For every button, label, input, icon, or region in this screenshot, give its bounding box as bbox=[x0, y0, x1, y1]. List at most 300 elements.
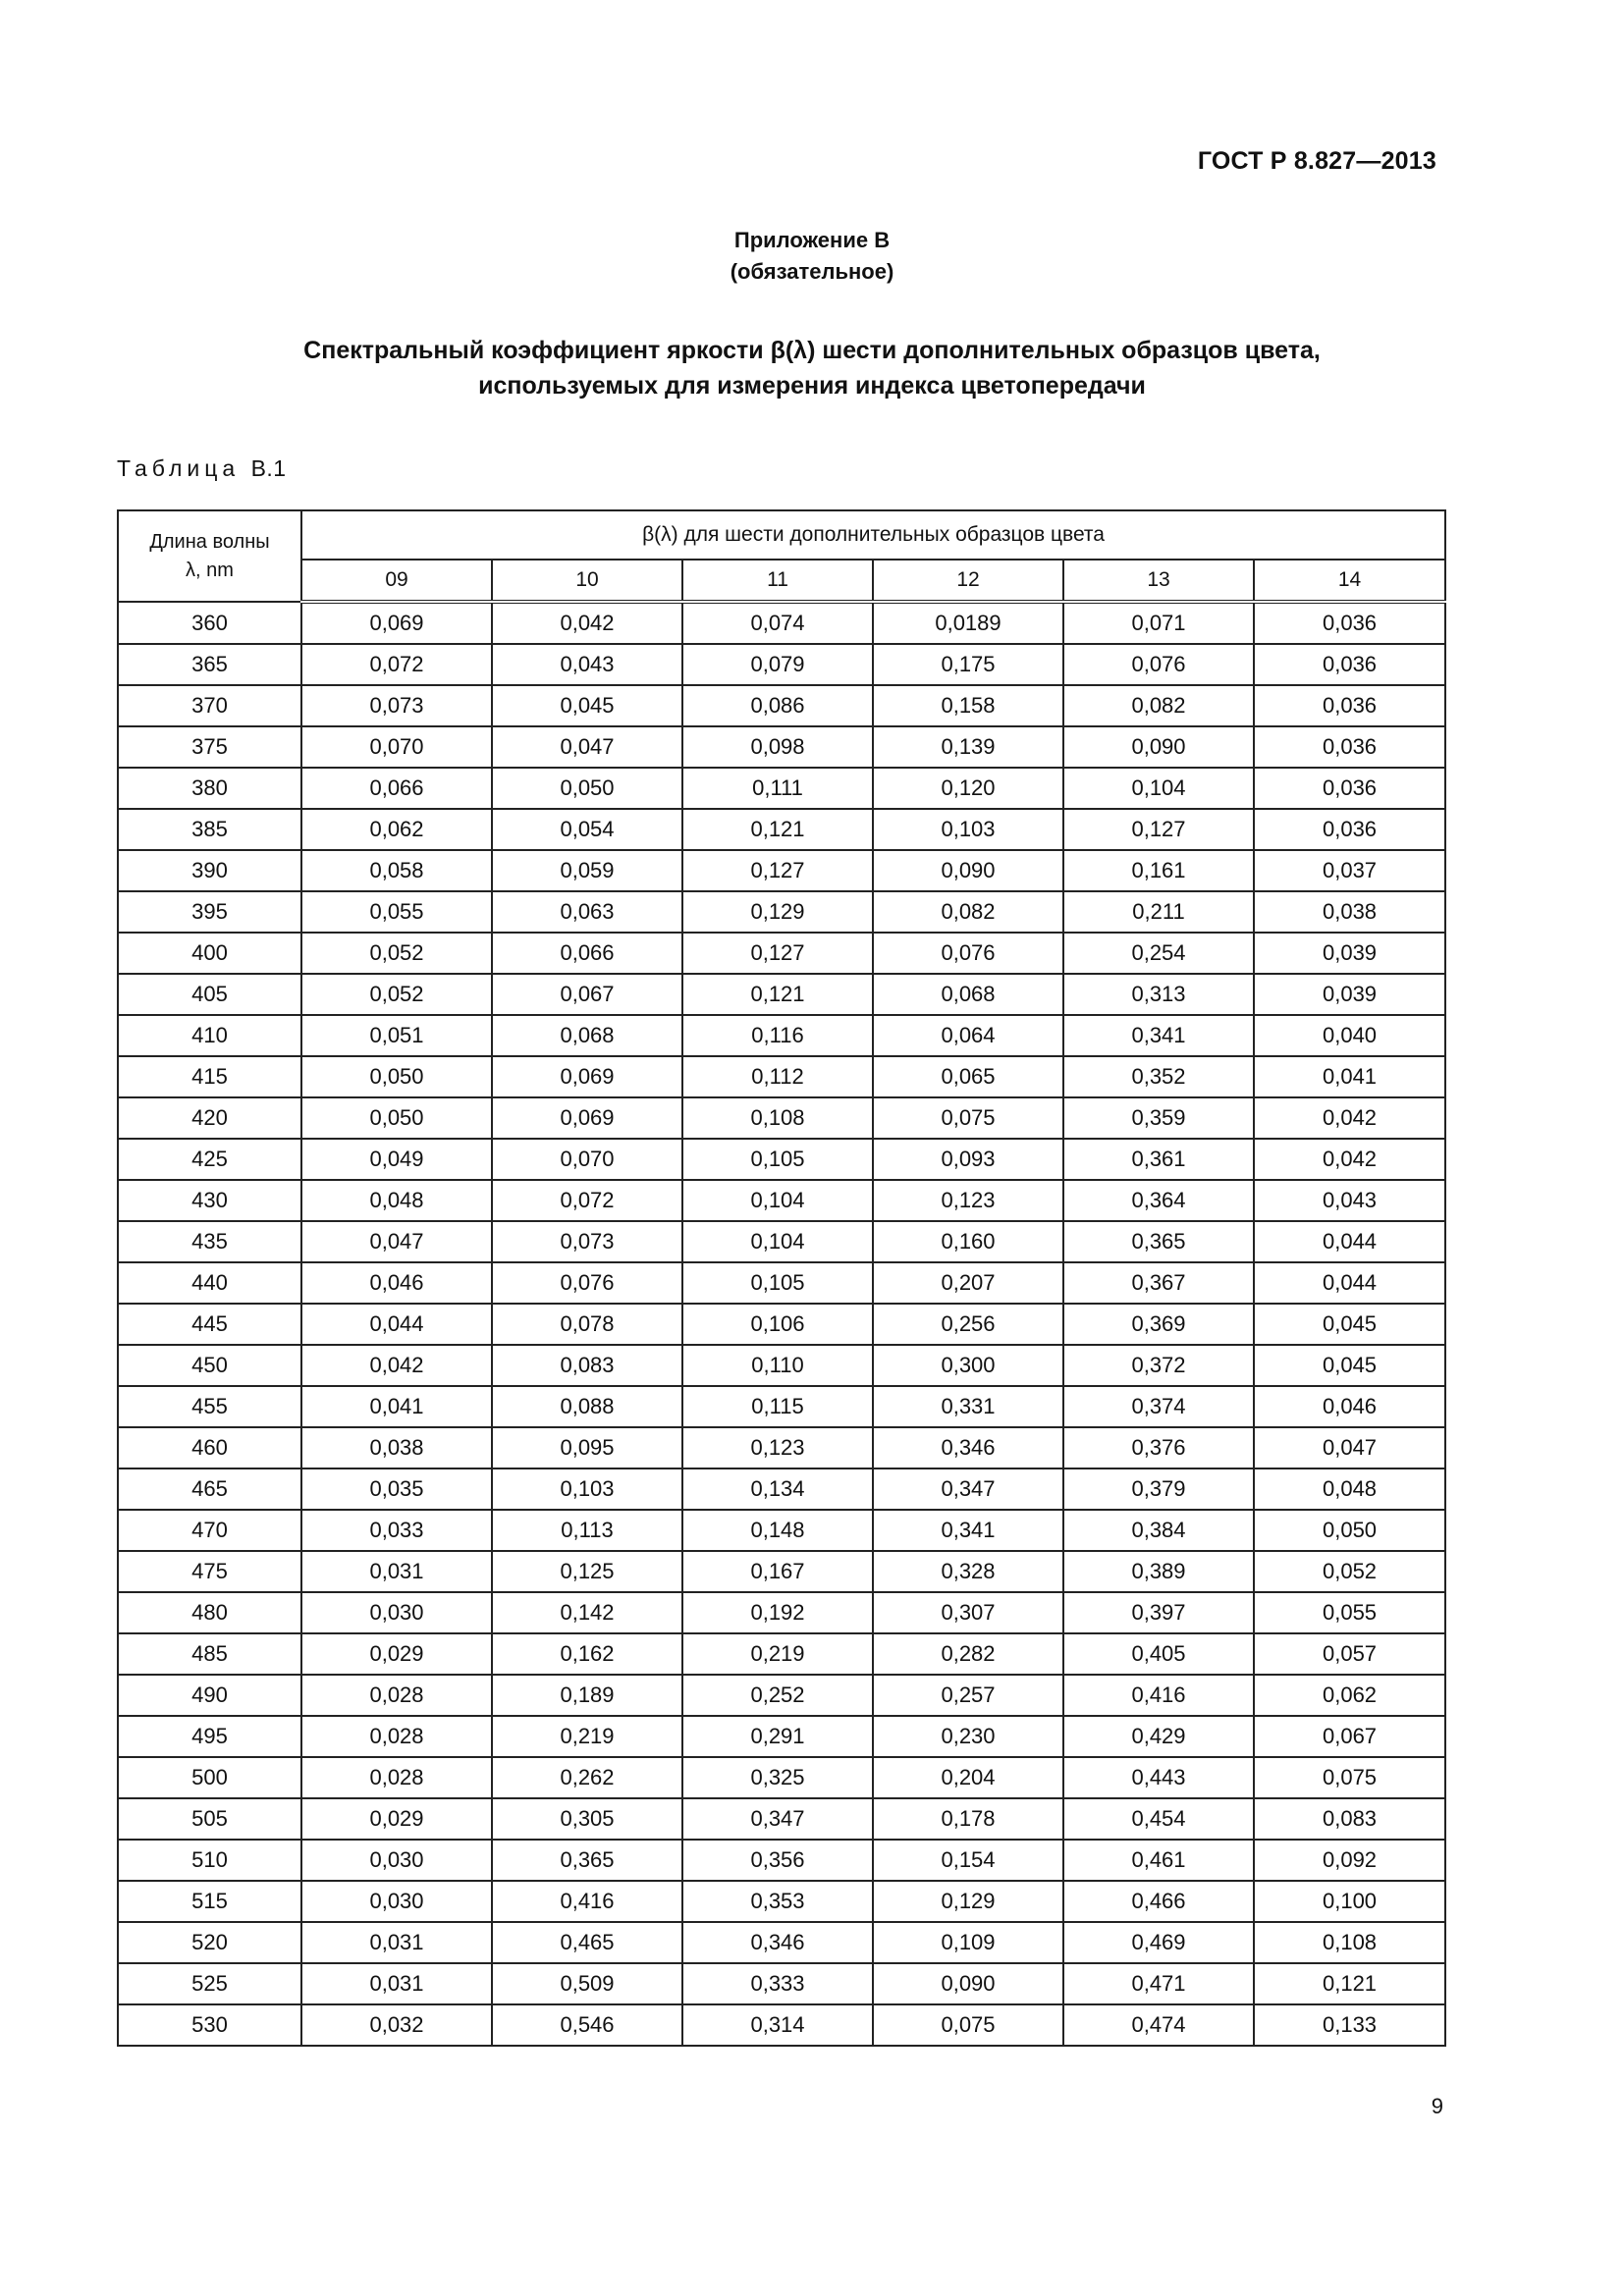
column-header-sample-10: 10 bbox=[492, 560, 682, 602]
value-cell: 0,042 bbox=[301, 1345, 492, 1386]
value-cell: 0,100 bbox=[1254, 1881, 1445, 1922]
value-cell: 0,139 bbox=[873, 726, 1063, 768]
value-cell: 0,333 bbox=[682, 1963, 873, 2004]
value-cell: 0,040 bbox=[1254, 1015, 1445, 1056]
value-cell: 0,325 bbox=[682, 1757, 873, 1798]
value-cell: 0,103 bbox=[873, 809, 1063, 850]
value-cell: 0,365 bbox=[492, 1840, 682, 1881]
table-row bbox=[118, 809, 1445, 850]
group-header: β(λ) для шести дополнительных образцов цвета bbox=[301, 510, 1445, 560]
value-cell: 0,070 bbox=[301, 726, 492, 768]
value-cell: 0,469 bbox=[1063, 1922, 1254, 1963]
value-cell: 0,454 bbox=[1063, 1798, 1254, 1840]
value-cell: 0,127 bbox=[682, 850, 873, 891]
wavelength-cell: 530 bbox=[118, 2004, 301, 2046]
value-cell: 0,070 bbox=[492, 1139, 682, 1180]
wavelength-cell: 435 bbox=[118, 1221, 301, 1262]
value-cell: 0,328 bbox=[873, 1551, 1063, 1592]
value-cell: 0,041 bbox=[1254, 1056, 1445, 1097]
value-cell: 0,075 bbox=[1254, 1757, 1445, 1798]
value-cell: 0,042 bbox=[1254, 1097, 1445, 1139]
value-cell: 0,142 bbox=[492, 1592, 682, 1633]
value-cell: 0,065 bbox=[873, 1056, 1063, 1097]
appendix-status: (обязательное) bbox=[730, 259, 894, 284]
wavelength-cell: 460 bbox=[118, 1427, 301, 1468]
value-cell: 0,291 bbox=[682, 1716, 873, 1757]
table-row bbox=[118, 1262, 1445, 1304]
value-cell: 0,039 bbox=[1254, 974, 1445, 1015]
wavelength-cell: 490 bbox=[118, 1675, 301, 1716]
value-cell: 0,352 bbox=[1063, 1056, 1254, 1097]
table-row bbox=[118, 1675, 1445, 1716]
value-cell: 0,028 bbox=[301, 1716, 492, 1757]
value-cell: 0,075 bbox=[873, 2004, 1063, 2046]
value-cell: 0,346 bbox=[873, 1427, 1063, 1468]
value-cell: 0,429 bbox=[1063, 1716, 1254, 1757]
value-cell: 0,341 bbox=[873, 1510, 1063, 1551]
value-cell: 0,110 bbox=[682, 1345, 873, 1386]
value-cell: 0,262 bbox=[492, 1757, 682, 1798]
value-cell: 0,103 bbox=[492, 1468, 682, 1510]
table-row bbox=[118, 1963, 1445, 2004]
table-row bbox=[118, 1798, 1445, 1840]
value-cell: 0,050 bbox=[301, 1056, 492, 1097]
value-cell: 0,073 bbox=[301, 685, 492, 726]
value-cell: 0,050 bbox=[492, 768, 682, 809]
value-cell: 0,078 bbox=[492, 1304, 682, 1345]
value-cell: 0,148 bbox=[682, 1510, 873, 1551]
table-row bbox=[118, 1840, 1445, 1881]
value-cell: 0,069 bbox=[492, 1097, 682, 1139]
value-cell: 0,090 bbox=[873, 850, 1063, 891]
wavelength-cell: 360 bbox=[118, 602, 301, 644]
value-cell: 0,072 bbox=[301, 644, 492, 685]
wavelength-cell: 380 bbox=[118, 768, 301, 809]
title-line-2: используемых для измерения индекса цветопередачи bbox=[478, 372, 1146, 400]
value-cell: 0,036 bbox=[1254, 602, 1445, 644]
value-cell: 0,113 bbox=[492, 1510, 682, 1551]
wavelength-cell: 520 bbox=[118, 1922, 301, 1963]
table-row bbox=[118, 602, 1445, 644]
value-cell: 0,384 bbox=[1063, 1510, 1254, 1551]
value-cell: 0,051 bbox=[301, 1015, 492, 1056]
value-cell: 0,090 bbox=[1063, 726, 1254, 768]
value-cell: 0,127 bbox=[1063, 809, 1254, 850]
value-cell: 0,048 bbox=[1254, 1468, 1445, 1510]
value-cell: 0,093 bbox=[873, 1139, 1063, 1180]
table-row bbox=[118, 1139, 1445, 1180]
value-cell: 0,048 bbox=[301, 1180, 492, 1221]
table-row bbox=[118, 2004, 1445, 2046]
value-cell: 0,341 bbox=[1063, 1015, 1254, 1056]
value-cell: 0,120 bbox=[873, 768, 1063, 809]
value-cell: 0,044 bbox=[301, 1304, 492, 1345]
value-cell: 0,062 bbox=[301, 809, 492, 850]
value-cell: 0,088 bbox=[492, 1386, 682, 1427]
wavelength-cell: 375 bbox=[118, 726, 301, 768]
wavelength-cell: 475 bbox=[118, 1551, 301, 1592]
table-label-number: В.1 bbox=[250, 455, 287, 481]
value-cell: 0,079 bbox=[682, 644, 873, 685]
value-cell: 0,121 bbox=[682, 974, 873, 1015]
value-cell: 0,189 bbox=[492, 1675, 682, 1716]
value-cell: 0,075 bbox=[873, 1097, 1063, 1139]
wavelength-cell: 420 bbox=[118, 1097, 301, 1139]
value-cell: 0,365 bbox=[1063, 1221, 1254, 1262]
value-cell: 0,045 bbox=[1254, 1345, 1445, 1386]
value-cell: 0,047 bbox=[301, 1221, 492, 1262]
value-cell: 0,219 bbox=[682, 1633, 873, 1675]
value-cell: 0,043 bbox=[492, 644, 682, 685]
table-row bbox=[118, 1015, 1445, 1056]
table-row bbox=[118, 1881, 1445, 1922]
value-cell: 0,076 bbox=[1063, 644, 1254, 685]
value-cell: 0,207 bbox=[873, 1262, 1063, 1304]
wavelength-cell: 445 bbox=[118, 1304, 301, 1345]
value-cell: 0,069 bbox=[492, 1056, 682, 1097]
value-cell: 0,036 bbox=[1254, 726, 1445, 768]
value-cell: 0,031 bbox=[301, 1922, 492, 1963]
value-cell: 0,347 bbox=[682, 1798, 873, 1840]
value-cell: 0,067 bbox=[1254, 1716, 1445, 1757]
value-cell: 0,109 bbox=[873, 1922, 1063, 1963]
value-cell: 0,313 bbox=[1063, 974, 1254, 1015]
value-cell: 0,074 bbox=[682, 602, 873, 644]
value-cell: 0,461 bbox=[1063, 1840, 1254, 1881]
table-row bbox=[118, 1056, 1445, 1097]
value-cell: 0,158 bbox=[873, 685, 1063, 726]
table-row bbox=[118, 1304, 1445, 1345]
value-cell: 0,092 bbox=[1254, 1840, 1445, 1881]
value-cell: 0,389 bbox=[1063, 1551, 1254, 1592]
value-cell: 0,064 bbox=[873, 1015, 1063, 1056]
value-cell: 0,038 bbox=[301, 1427, 492, 1468]
table-row bbox=[118, 1221, 1445, 1262]
value-cell: 0,042 bbox=[1254, 1139, 1445, 1180]
value-cell: 0,305 bbox=[492, 1798, 682, 1840]
value-cell: 0,314 bbox=[682, 2004, 873, 2046]
value-cell: 0,044 bbox=[1254, 1262, 1445, 1304]
table-row bbox=[118, 1592, 1445, 1633]
value-cell: 0,058 bbox=[301, 850, 492, 891]
value-cell: 0,466 bbox=[1063, 1881, 1254, 1922]
value-cell: 0,134 bbox=[682, 1468, 873, 1510]
value-cell: 0,356 bbox=[682, 1840, 873, 1881]
value-cell: 0,082 bbox=[873, 891, 1063, 933]
value-cell: 0,257 bbox=[873, 1675, 1063, 1716]
value-cell: 0,086 bbox=[682, 685, 873, 726]
value-cell: 0,055 bbox=[1254, 1592, 1445, 1633]
column-header-sample-12: 12 bbox=[873, 560, 1063, 602]
value-cell: 0,443 bbox=[1063, 1757, 1254, 1798]
value-cell: 0,347 bbox=[873, 1468, 1063, 1510]
value-cell: 0,071 bbox=[1063, 602, 1254, 644]
value-cell: 0,361 bbox=[1063, 1139, 1254, 1180]
value-cell: 0,364 bbox=[1063, 1180, 1254, 1221]
table-row bbox=[118, 1716, 1445, 1757]
table-header-row bbox=[118, 510, 1445, 560]
value-cell: 0,359 bbox=[1063, 1097, 1254, 1139]
value-cell: 0,546 bbox=[492, 2004, 682, 2046]
value-cell: 0,105 bbox=[682, 1139, 873, 1180]
wavelength-cell: 500 bbox=[118, 1757, 301, 1798]
wavelength-cell: 450 bbox=[118, 1345, 301, 1386]
value-cell: 0,063 bbox=[492, 891, 682, 933]
table-row bbox=[118, 850, 1445, 891]
wavelength-cell: 525 bbox=[118, 1963, 301, 2004]
value-cell: 0,204 bbox=[873, 1757, 1063, 1798]
value-cell: 0,032 bbox=[301, 2004, 492, 2046]
value-cell: 0,052 bbox=[1254, 1551, 1445, 1592]
table-row bbox=[118, 933, 1445, 974]
value-cell: 0,369 bbox=[1063, 1304, 1254, 1345]
table-row bbox=[118, 1757, 1445, 1798]
value-cell: 0,416 bbox=[492, 1881, 682, 1922]
value-cell: 0,300 bbox=[873, 1345, 1063, 1386]
value-cell: 0,331 bbox=[873, 1386, 1063, 1427]
value-cell: 0,047 bbox=[492, 726, 682, 768]
value-cell: 0,076 bbox=[492, 1262, 682, 1304]
wavelength-cell: 395 bbox=[118, 891, 301, 933]
value-cell: 0,076 bbox=[873, 933, 1063, 974]
column-header-sample-11: 11 bbox=[682, 560, 873, 602]
value-cell: 0,282 bbox=[873, 1633, 1063, 1675]
value-cell: 0,346 bbox=[682, 1922, 873, 1963]
value-cell: 0,067 bbox=[492, 974, 682, 1015]
value-cell: 0,104 bbox=[1063, 768, 1254, 809]
value-cell: 0,112 bbox=[682, 1056, 873, 1097]
wavelength-cell: 480 bbox=[118, 1592, 301, 1633]
value-cell: 0,043 bbox=[1254, 1180, 1445, 1221]
wavelength-cell: 370 bbox=[118, 685, 301, 726]
wavelength-cell: 440 bbox=[118, 1262, 301, 1304]
page-number: 9 bbox=[1431, 2094, 1443, 2118]
value-cell: 0,105 bbox=[682, 1262, 873, 1304]
column-header-sample-09: 09 bbox=[301, 560, 492, 602]
value-cell: 0,416 bbox=[1063, 1675, 1254, 1716]
value-cell: 0,029 bbox=[301, 1633, 492, 1675]
value-cell: 0,029 bbox=[301, 1798, 492, 1840]
value-cell: 0,116 bbox=[682, 1015, 873, 1056]
value-cell: 0,161 bbox=[1063, 850, 1254, 891]
value-cell: 0,367 bbox=[1063, 1262, 1254, 1304]
value-cell: 0,038 bbox=[1254, 891, 1445, 933]
value-cell: 0,039 bbox=[1254, 933, 1445, 974]
value-cell: 0,035 bbox=[301, 1468, 492, 1510]
value-cell: 0,072 bbox=[492, 1180, 682, 1221]
wavelength-header-line-2: λ, nm bbox=[186, 559, 234, 581]
appendix-title: Приложение В bbox=[733, 228, 891, 252]
value-cell: 0,256 bbox=[873, 1304, 1063, 1345]
table-row bbox=[118, 685, 1445, 726]
value-cell: 0,050 bbox=[301, 1097, 492, 1139]
value-cell: 0,192 bbox=[682, 1592, 873, 1633]
value-cell: 0,083 bbox=[1254, 1798, 1445, 1840]
value-cell: 0,033 bbox=[301, 1510, 492, 1551]
value-cell: 0,397 bbox=[1063, 1592, 1254, 1633]
value-cell: 0,052 bbox=[301, 974, 492, 1015]
wavelength-cell: 405 bbox=[118, 974, 301, 1015]
wavelength-header bbox=[118, 510, 301, 602]
value-cell: 0,066 bbox=[492, 933, 682, 974]
table-row bbox=[118, 1551, 1445, 1592]
wavelength-cell: 470 bbox=[118, 1510, 301, 1551]
value-cell: 0,379 bbox=[1063, 1468, 1254, 1510]
value-cell: 0,133 bbox=[1254, 2004, 1445, 2046]
table-row bbox=[118, 1427, 1445, 1468]
value-cell: 0,254 bbox=[1063, 933, 1254, 974]
value-cell: 0,104 bbox=[682, 1180, 873, 1221]
table-row bbox=[118, 891, 1445, 933]
document-code: ГОСТ Р 8.827—2013 bbox=[1197, 147, 1436, 175]
value-cell: 0,047 bbox=[1254, 1427, 1445, 1468]
value-cell: 0,042 bbox=[492, 602, 682, 644]
wavelength-cell: 415 bbox=[118, 1056, 301, 1097]
value-cell: 0,046 bbox=[301, 1262, 492, 1304]
value-cell: 0,471 bbox=[1063, 1963, 1254, 2004]
table-row bbox=[118, 1510, 1445, 1551]
wavelength-cell: 505 bbox=[118, 1798, 301, 1840]
value-cell: 0,066 bbox=[301, 768, 492, 809]
column-header-sample-14: 14 bbox=[1254, 560, 1445, 602]
value-cell: 0,211 bbox=[1063, 891, 1254, 933]
appendix-heading bbox=[0, 225, 1624, 288]
table-row bbox=[118, 644, 1445, 685]
value-cell: 0,095 bbox=[492, 1427, 682, 1468]
wavelength-cell: 400 bbox=[118, 933, 301, 974]
value-cell: 0,030 bbox=[301, 1881, 492, 1922]
value-cell: 0,162 bbox=[492, 1633, 682, 1675]
column-header-row bbox=[118, 560, 1445, 602]
value-cell: 0,049 bbox=[301, 1139, 492, 1180]
value-cell: 0,160 bbox=[873, 1221, 1063, 1262]
wavelength-cell: 465 bbox=[118, 1468, 301, 1510]
value-cell: 0,090 bbox=[873, 1963, 1063, 2004]
value-cell: 0,073 bbox=[492, 1221, 682, 1262]
value-cell: 0,052 bbox=[301, 933, 492, 974]
value-cell: 0,068 bbox=[492, 1015, 682, 1056]
value-cell: 0,028 bbox=[301, 1675, 492, 1716]
table-row bbox=[118, 1386, 1445, 1427]
value-cell: 0,230 bbox=[873, 1716, 1063, 1757]
value-cell: 0,376 bbox=[1063, 1427, 1254, 1468]
value-cell: 0,046 bbox=[1254, 1386, 1445, 1427]
value-cell: 0,059 bbox=[492, 850, 682, 891]
value-cell: 0,031 bbox=[301, 1963, 492, 2004]
value-cell: 0,082 bbox=[1063, 685, 1254, 726]
value-cell: 0,031 bbox=[301, 1551, 492, 1592]
value-cell: 0,0189 bbox=[873, 602, 1063, 644]
value-cell: 0,219 bbox=[492, 1716, 682, 1757]
value-cell: 0,178 bbox=[873, 1798, 1063, 1840]
value-cell: 0,036 bbox=[1254, 685, 1445, 726]
table-label bbox=[117, 455, 287, 482]
value-cell: 0,465 bbox=[492, 1922, 682, 1963]
value-cell: 0,125 bbox=[492, 1551, 682, 1592]
value-cell: 0,098 bbox=[682, 726, 873, 768]
value-cell: 0,175 bbox=[873, 644, 1063, 685]
value-cell: 0,129 bbox=[682, 891, 873, 933]
value-cell: 0,055 bbox=[301, 891, 492, 933]
value-cell: 0,374 bbox=[1063, 1386, 1254, 1427]
title-line-1: Спектральный коэффициент яркости β(λ) шести дополнительных образцов цвета, bbox=[303, 337, 1321, 364]
value-cell: 0,057 bbox=[1254, 1633, 1445, 1675]
value-cell: 0,050 bbox=[1254, 1510, 1445, 1551]
value-cell: 0,129 bbox=[873, 1881, 1063, 1922]
wavelength-cell: 510 bbox=[118, 1840, 301, 1881]
value-cell: 0,115 bbox=[682, 1386, 873, 1427]
value-cell: 0,252 bbox=[682, 1675, 873, 1716]
value-cell: 0,123 bbox=[682, 1427, 873, 1468]
spectral-table bbox=[117, 509, 1446, 2047]
table-row bbox=[118, 726, 1445, 768]
value-cell: 0,036 bbox=[1254, 768, 1445, 809]
wavelength-cell: 410 bbox=[118, 1015, 301, 1056]
value-cell: 0,121 bbox=[682, 809, 873, 850]
value-cell: 0,353 bbox=[682, 1881, 873, 1922]
value-cell: 0,036 bbox=[1254, 644, 1445, 685]
value-cell: 0,104 bbox=[682, 1221, 873, 1262]
wavelength-cell: 495 bbox=[118, 1716, 301, 1757]
table-row bbox=[118, 768, 1445, 809]
table-row bbox=[118, 1180, 1445, 1221]
value-cell: 0,044 bbox=[1254, 1221, 1445, 1262]
value-cell: 0,054 bbox=[492, 809, 682, 850]
table-label-word: Таблица bbox=[117, 455, 241, 481]
value-cell: 0,405 bbox=[1063, 1633, 1254, 1675]
wavelength-cell: 425 bbox=[118, 1139, 301, 1180]
wavelength-cell: 515 bbox=[118, 1881, 301, 1922]
value-cell: 0,036 bbox=[1254, 809, 1445, 850]
wavelength-cell: 385 bbox=[118, 809, 301, 850]
value-cell: 0,030 bbox=[301, 1592, 492, 1633]
value-cell: 0,372 bbox=[1063, 1345, 1254, 1386]
value-cell: 0,127 bbox=[682, 933, 873, 974]
value-cell: 0,474 bbox=[1063, 2004, 1254, 2046]
value-cell: 0,108 bbox=[682, 1097, 873, 1139]
value-cell: 0,030 bbox=[301, 1840, 492, 1881]
value-cell: 0,037 bbox=[1254, 850, 1445, 891]
value-cell: 0,041 bbox=[301, 1386, 492, 1427]
document-title bbox=[0, 333, 1624, 403]
wavelength-header-line-1: Длина волны bbox=[149, 530, 270, 553]
value-cell: 0,108 bbox=[1254, 1922, 1445, 1963]
value-cell: 0,069 bbox=[301, 602, 492, 644]
wavelength-cell: 455 bbox=[118, 1386, 301, 1427]
wavelength-cell: 365 bbox=[118, 644, 301, 685]
value-cell: 0,154 bbox=[873, 1840, 1063, 1881]
value-cell: 0,045 bbox=[492, 685, 682, 726]
value-cell: 0,106 bbox=[682, 1304, 873, 1345]
table-row bbox=[118, 1097, 1445, 1139]
column-header-sample-13: 13 bbox=[1063, 560, 1254, 602]
wavelength-cell: 430 bbox=[118, 1180, 301, 1221]
table-row bbox=[118, 1633, 1445, 1675]
value-cell: 0,062 bbox=[1254, 1675, 1445, 1716]
value-cell: 0,167 bbox=[682, 1551, 873, 1592]
value-cell: 0,509 bbox=[492, 1963, 682, 2004]
value-cell: 0,068 bbox=[873, 974, 1063, 1015]
wavelength-cell: 390 bbox=[118, 850, 301, 891]
table-row bbox=[118, 1345, 1445, 1386]
table-row bbox=[118, 1468, 1445, 1510]
value-cell: 0,028 bbox=[301, 1757, 492, 1798]
wavelength-cell: 485 bbox=[118, 1633, 301, 1675]
value-cell: 0,045 bbox=[1254, 1304, 1445, 1345]
value-cell: 0,111 bbox=[682, 768, 873, 809]
value-cell: 0,307 bbox=[873, 1592, 1063, 1633]
table-row bbox=[118, 974, 1445, 1015]
